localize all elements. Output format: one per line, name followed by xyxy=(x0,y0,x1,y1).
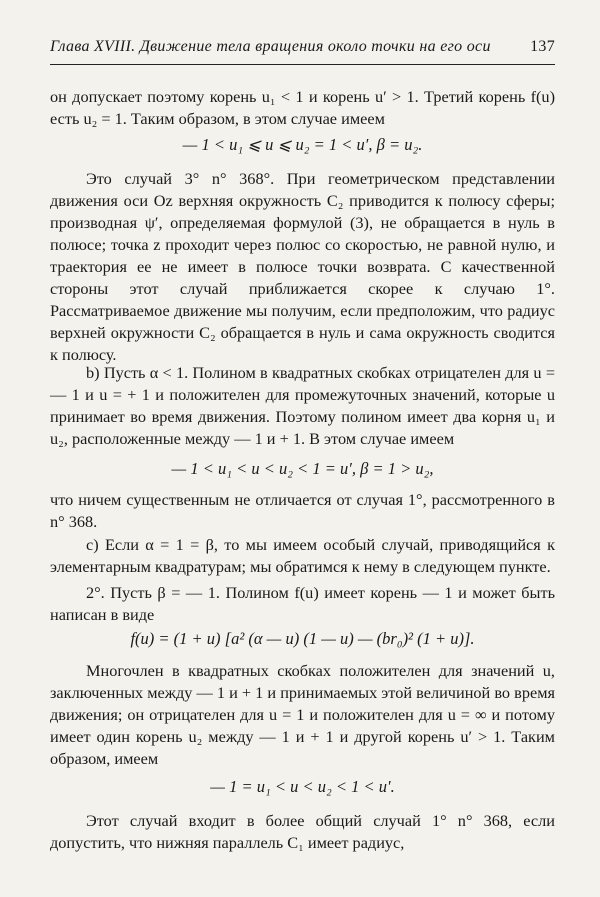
page-number: 137 xyxy=(530,38,555,55)
chapter-title: Глава XVIII. Движение тела вращения около точки на его оси xyxy=(50,38,491,55)
formula-1: — 1 < u₁ ⩽ u ⩽ u₂ = 1 < u′, β = u₂. xyxy=(182,135,423,154)
header-rule xyxy=(50,64,555,65)
paragraph-2: Это случай 3° n° 368°. При геометрическом представлении движения оси Oz верхняя окружность C₂ приводится к полюсу сферы; производная ψ′, определяемая формулой (3), не обращается в нуль в полюсе; точка z проходит через полюс со скоростью, не равной нулю, и траектория ее не имеет в полюсе точки возврата. С качественной стороны этот случай приближается скорее к случаю 1°. Рассматриваемое движение мы получим, если предположим, что радиус верхней окружности C₂ обращается в нуль и сама окружность сводится к полюсу. xyxy=(50,169,555,364)
formula-2: — 1 < u₁ < u < u₂ < 1 = u′, β = 1 > u₂, xyxy=(171,459,434,478)
paragraph-4: что ничем существенным не отличается от случая 1°, рассмотренного в n° 368. xyxy=(50,490,555,531)
paragraph-6: 2°. Пусть β = — 1. Полином f(u) имеет корень — 1 и может быть написан в виде xyxy=(50,583,555,624)
paragraph-3: b) Пусть α < 1. Полином в квадратных скобках отрицателен для u = — 1 и u = + 1 и положителен для промежуточных значений, которые u принимает во время движения. Поэтому полином имеет два корня u₁ и u₂, расположенные между — 1 и + 1. В этом случае имеем xyxy=(50,363,555,448)
paragraph-8: Этот случай входит в более общий случай 1° n° 368, если допустить, что нижняя параллель C₁ имеет радиус, xyxy=(50,811,555,852)
formula-3: f(u) = (1 + u) [a² (α — u) (1 — u) — (br₀)² (1 + u)]. xyxy=(130,629,475,648)
formula-4: — 1 = u₁ < u < u₂ < 1 < u′. xyxy=(210,777,395,796)
paragraph-1: он допускает поэтому корень u₁ < 1 и корень u′ > 1. Третий корень f(u) есть u₂ = 1. Таким образом, в этом случае имеем xyxy=(50,87,555,128)
paragraph-7: Многочлен в квадратных скобках положителен для значений u, заключенных между — 1 и + 1 и принимаемых этой величиной во время движения; он отрицателен для u = 1 и положителен для u = ∞ и потому имеет один корень u₂ между — 1 и + 1 и другой корень u′ > 1. Таким образом, имеем xyxy=(50,661,555,768)
running-header xyxy=(50,34,555,62)
paragraph-5: с) Если α = 1 = β, то мы имеем особый случай, приводящийся к элементарным квадратурам; мы обратимся к нему в следующем пункте. xyxy=(50,535,555,576)
